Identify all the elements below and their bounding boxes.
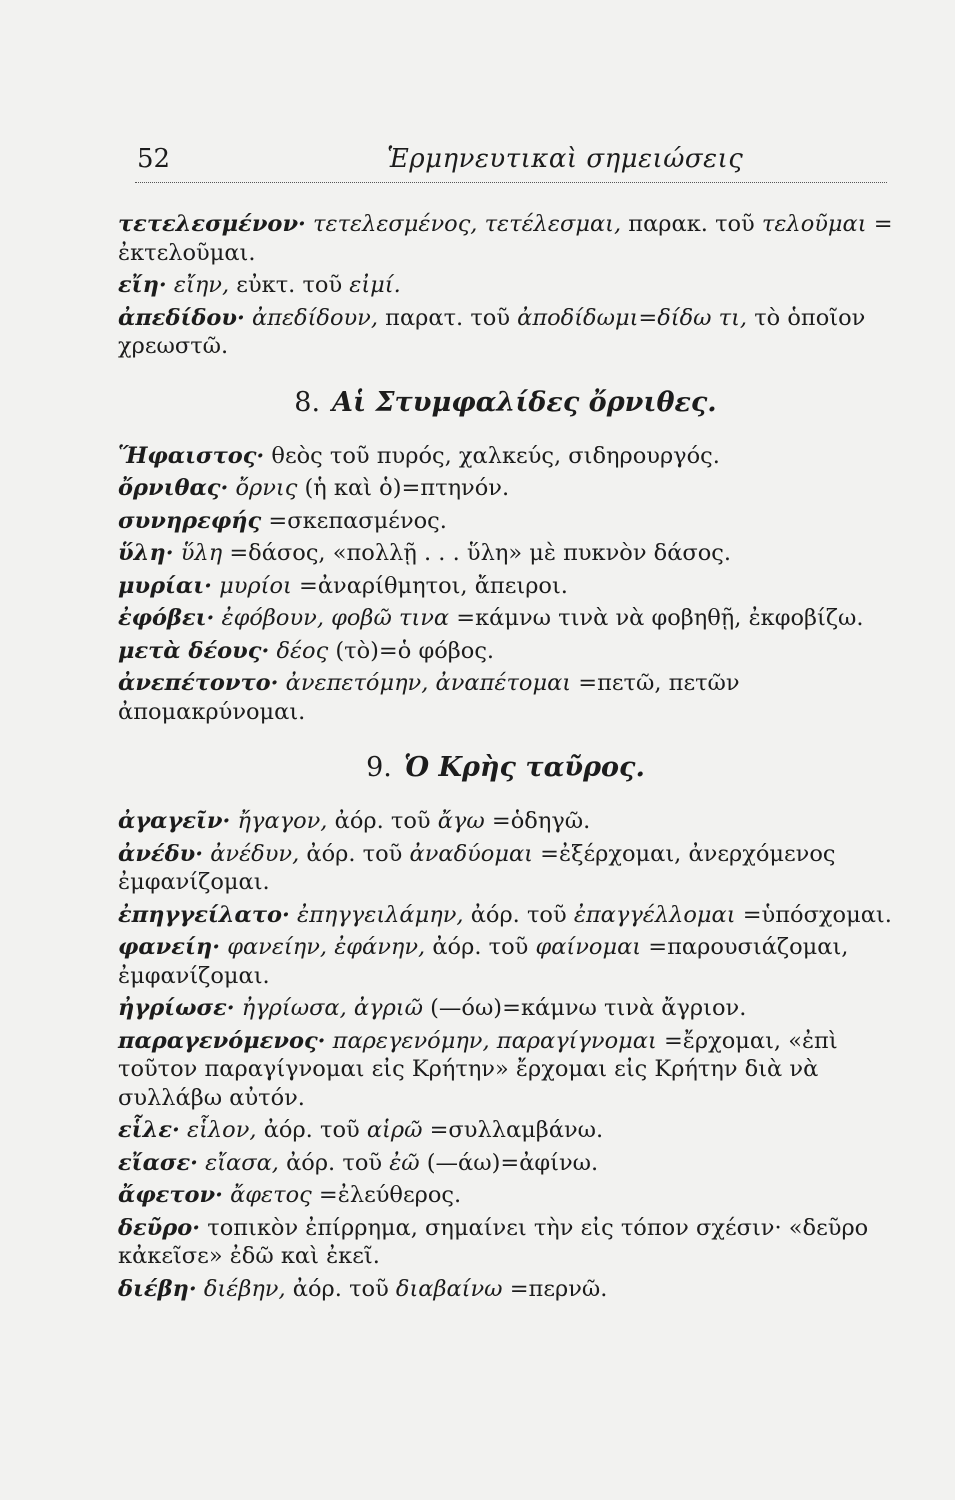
glossary-group-9 bbox=[118, 807, 893, 1303]
lemma-italic: ἐπαγγέλλομαι bbox=[573, 901, 736, 928]
glossary-entry bbox=[118, 539, 893, 568]
gloss-text: παρατ. τοῦ bbox=[385, 304, 510, 331]
page-body bbox=[118, 210, 893, 1307]
gloss-tail: (—άω)=ἀφίνω. bbox=[426, 1149, 599, 1176]
form-italic: ἀνεπετόμην, ἀναπέτομαι bbox=[285, 670, 572, 696]
glossary-entry bbox=[118, 1275, 893, 1304]
headword: εἴη· bbox=[118, 272, 167, 298]
form-italic: ἠγρίωσα, ἀγριῶ bbox=[241, 995, 423, 1021]
lemma-italic: φαίνομαι bbox=[535, 934, 642, 960]
lemma-italic: αἱρῶ bbox=[366, 1117, 423, 1143]
gloss-text: ἀόρ. τοῦ bbox=[470, 901, 567, 928]
headword: ἀπεδίδου· bbox=[118, 304, 245, 331]
gloss-tail: = ἐκτελοῦμαι. bbox=[118, 211, 893, 266]
gloss-text: ἀόρ. τοῦ bbox=[263, 1117, 360, 1143]
section-number: 8. bbox=[294, 386, 321, 418]
page-number: 52 bbox=[137, 144, 171, 174]
headword: ὄρνιθας· bbox=[118, 475, 229, 501]
form-italic: ἐπηγγειλάμην, bbox=[297, 901, 464, 928]
glossary-entry bbox=[118, 210, 893, 267]
form-italic: δέος bbox=[276, 637, 329, 664]
lemma-italic: εἰμί. bbox=[349, 272, 401, 298]
glossary-entry bbox=[118, 1116, 893, 1145]
gloss-tail: =συλλαμβάνω. bbox=[429, 1117, 604, 1143]
gloss-text: εὐκτ. τοῦ bbox=[236, 272, 343, 298]
form-italic: ὕλη bbox=[180, 540, 223, 566]
headword: ἀνεπέτοντο· bbox=[118, 670, 279, 696]
gloss-tail: =ὑπόσχομαι. bbox=[742, 901, 892, 928]
headword: παραγενόμενος· bbox=[118, 1027, 326, 1054]
gloss-text: =ἐλεύθερος. bbox=[318, 1182, 462, 1208]
gloss-text: (ἡ καὶ ὁ)=πτηνόν. bbox=[304, 475, 510, 501]
glossary-group-7 bbox=[118, 210, 893, 361]
headword: Ἥφαιστος· bbox=[118, 442, 265, 469]
form-italic: ἐφόβουν, φοβῶ τινα bbox=[221, 605, 450, 631]
gloss-text: (τὸ)=ὁ φόβος. bbox=[335, 637, 495, 664]
glossary-entry bbox=[118, 572, 893, 601]
form-italic: εἴασα, bbox=[205, 1149, 279, 1176]
gloss-text: ἀόρ. τοῦ bbox=[306, 840, 403, 867]
form-italic: διέβην, bbox=[203, 1275, 286, 1302]
gloss-tail: τὸ ὁποῖον χρεωστῶ. bbox=[118, 304, 866, 359]
headword: ἀνέδυ· bbox=[118, 840, 204, 867]
gloss-text: παρακ. τοῦ bbox=[628, 211, 755, 237]
form-italic: εἴην, bbox=[173, 272, 230, 298]
gloss-text: ἀόρ. τοῦ bbox=[286, 1149, 383, 1176]
gloss-tail: =ὁδηγῶ. bbox=[491, 808, 591, 834]
glossary-entry bbox=[118, 1027, 893, 1113]
form-italic: ὄρνις bbox=[235, 475, 298, 501]
running-title: Ἑρμηνευτικαὶ σημειώσεις bbox=[387, 144, 744, 174]
gloss-text: ἀόρ. τοῦ bbox=[432, 934, 529, 960]
glossary-entry bbox=[118, 1149, 893, 1178]
headword: τετελεσμένον· bbox=[118, 211, 306, 237]
headword: ἄφετον· bbox=[118, 1182, 223, 1208]
glossary-entry bbox=[118, 901, 893, 930]
headword: δεῦρο· bbox=[118, 1214, 201, 1241]
glossary-entry bbox=[118, 1181, 893, 1210]
gloss-text: =ἀναρίθμητοι, ἄπειροι. bbox=[299, 572, 568, 599]
headword: ἠγρίωσε· bbox=[118, 995, 235, 1021]
lemma-italic: ἀναδύομαι bbox=[409, 840, 533, 867]
glossary-entry bbox=[118, 442, 893, 471]
glossary-entry bbox=[118, 669, 893, 726]
lemma-italic: τελοῦμαι bbox=[761, 211, 867, 237]
gloss-text: τοπικὸν ἐπίρρημα, σημαίνει τὴν εἰς τόπον σχέσιν· «δεῦρο κἀκεῖσε» ἐδῶ καὶ ἐκεῖ. bbox=[118, 1214, 869, 1269]
headword: φανείη· bbox=[118, 934, 221, 960]
gloss-text: =σκεπασμένος. bbox=[268, 507, 447, 534]
glossary-group-8 bbox=[118, 442, 893, 727]
section-title: Ὁ Κρὴς ταῦρος. bbox=[403, 752, 645, 783]
glossary-entry bbox=[118, 840, 893, 897]
headword: ἀγαγεῖν· bbox=[118, 808, 231, 834]
form-italic: φανείην, ἐφάνην, bbox=[227, 934, 426, 960]
gloss-text: ἀόρ. τοῦ bbox=[292, 1275, 389, 1302]
form-italic: παρεγενόμην, παραγίγνομαι bbox=[332, 1027, 657, 1054]
glossary-entry bbox=[118, 933, 893, 990]
form-italic: εἷλον, bbox=[187, 1117, 257, 1143]
lemma-italic: διαβαίνω bbox=[395, 1275, 503, 1302]
glossary-entry bbox=[118, 604, 893, 633]
section-number: 9. bbox=[366, 752, 392, 783]
gloss-text: θεὸς τοῦ πυρός, χαλκεύς, σιδηρουργός. bbox=[271, 442, 720, 469]
section-title: Αἱ Στυμφαλίδες ὄρνιθες. bbox=[332, 386, 717, 418]
gloss-text: =κάμνω τινὰ νὰ φοβηθῇ, ἐκφοβίζω. bbox=[456, 605, 864, 631]
form-italic: ἀνέδυν, bbox=[210, 840, 300, 867]
gloss-text: =ἔρχομαι, «ἐπὶ τοῦτον παραγίγνομαι εἰς Κρήτην» ἔρχομαι εἰς Κρήτην διὰ νὰ συλλάβω αὐτόν. bbox=[118, 1027, 838, 1111]
headword: εἴασε· bbox=[118, 1149, 198, 1176]
headword: ἐφόβει· bbox=[118, 605, 215, 631]
section-heading-9 bbox=[118, 752, 893, 783]
gloss-tail: =περνῶ. bbox=[509, 1275, 608, 1302]
headword: εἷλε· bbox=[118, 1117, 180, 1143]
form-italic: μυρίοι bbox=[219, 572, 292, 599]
lemma-italic: ἄγω bbox=[437, 808, 485, 834]
gloss-text: ἀόρ. τοῦ bbox=[334, 808, 431, 834]
headword: μυρίαι· bbox=[118, 572, 212, 599]
running-header bbox=[135, 138, 887, 183]
form-italic: ἄφετος bbox=[230, 1182, 312, 1208]
lemma-italic: ἐῶ bbox=[389, 1149, 420, 1176]
headword: ἐπηγγείλατο· bbox=[118, 901, 290, 928]
form-italic: ἀπεδίδουν, bbox=[251, 304, 379, 331]
gloss-text: =πετῶ, πετῶν ἀπομακρύνομαι. bbox=[118, 670, 740, 725]
gloss-text: (—όω)=κάμνω τινὰ ἄγριον. bbox=[430, 995, 747, 1021]
form-italic: ἤγαγον, bbox=[237, 808, 328, 834]
gloss-text: =δάσος, «πολλῇ . . . ὕλη» μὲ πυκνὸν δάσος. bbox=[229, 540, 732, 566]
headword: μετὰ δέους· bbox=[118, 637, 270, 664]
glossary-entry bbox=[118, 474, 893, 503]
glossary-entry bbox=[118, 807, 893, 836]
form-italic: τετελεσμένος, τετέλεσμαι, bbox=[313, 211, 622, 237]
glossary-entry bbox=[118, 994, 893, 1023]
glossary-entry bbox=[118, 1214, 893, 1271]
glossary-entry bbox=[118, 637, 893, 666]
headword: συνηρεφής bbox=[118, 507, 262, 534]
headword: ὕλη· bbox=[118, 540, 174, 566]
glossary-entry bbox=[118, 304, 893, 361]
glossary-entry bbox=[118, 271, 893, 300]
glossary-entry bbox=[118, 507, 893, 536]
lemma-italic: ἀποδίδωμι=δίδω τι, bbox=[517, 304, 748, 331]
section-heading-8 bbox=[118, 387, 893, 418]
gloss-tail: =ἐξέρχομαι, ἀνερχόμενος ἐμφανίζομαι. bbox=[118, 840, 836, 895]
gloss-tail: =παρουσιάζομαι, ἐμφανίζομαι. bbox=[118, 934, 849, 989]
headword: διέβη· bbox=[118, 1275, 197, 1302]
